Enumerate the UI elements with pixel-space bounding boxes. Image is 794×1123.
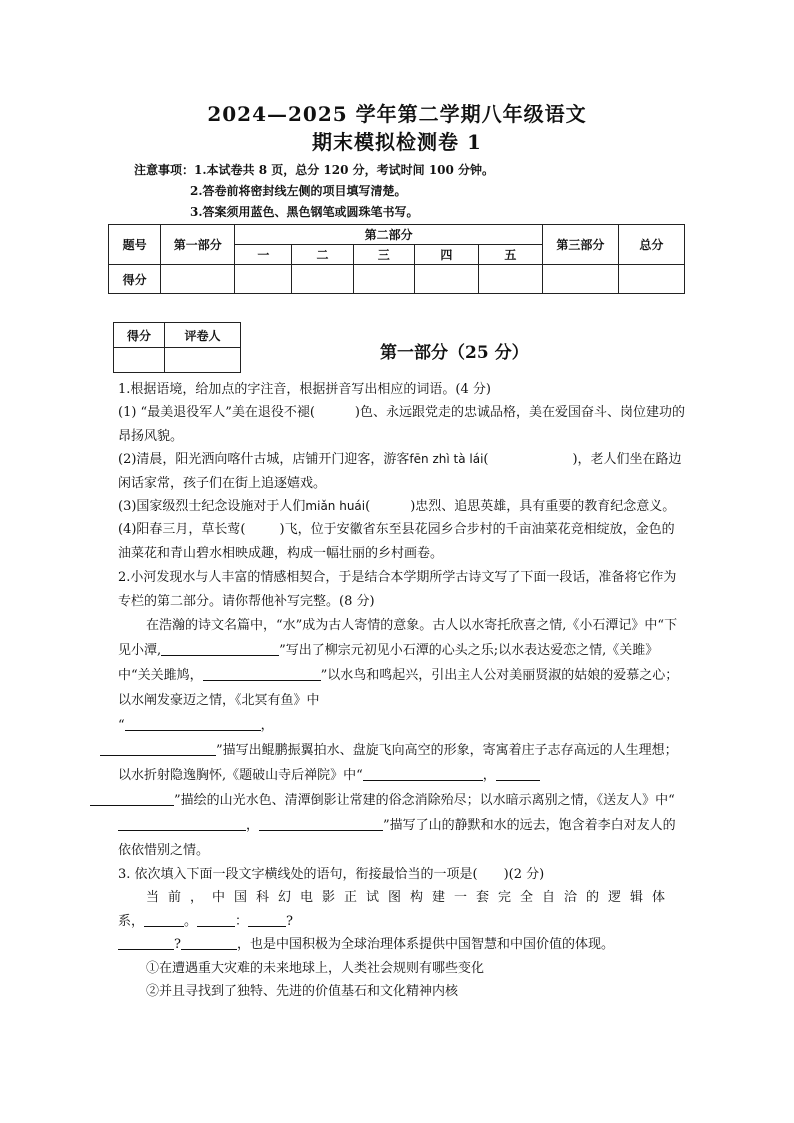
note-2: 2.答卷前将密封线左侧的项目填写清楚。 [190,184,407,198]
question-body [118,378,686,1004]
q1-item-3: (3)国家级烈士纪念设施对于人们miǎn huái( )忠烈、追思英雄，具有重要的教育纪念意义。 [118,499,676,515]
answer-blank-q2-2[interactable] [203,666,321,681]
score-table [108,224,685,294]
exam-title-line1: 2024—2025 学年第二学期八年级语文 [207,102,587,126]
pinyin-fenzhitalai: fēn zhì tà lái [409,452,484,467]
score-cell-total[interactable] [618,265,684,294]
score-cell-sub4[interactable] [414,265,478,294]
sub-col-3: 三 [353,245,414,265]
q1-stem: 1.根据语境，给加点的字注音，根据拼音写出相应的词语。(4 分) [118,382,491,397]
grader-table [113,322,241,373]
q2-stem: 2.小河发现水与人丰富的情感相契合，于是结合本学期所学古诗文写了下面一段话，准备将它作为专栏的第二部分。请你帮他补写完整。(8 分) [118,570,677,609]
grader-label: 评卷人 [165,323,241,348]
q3-line3: ? ，也是中国积极为全球治理体系提供中国智慧和中国价值的体现。 [118,933,686,956]
q3-option-2: ②并且寻找到了独特、先进的价值基石和文化精神内核 [146,984,459,1000]
score-cell-sub5[interactable] [478,265,542,294]
col-total: 总分 [618,225,684,265]
exam-title-line2: 期末模拟检测卷 1 [312,130,482,154]
q3-stem: 3. 依次填入下面一段文字横线处的语句，衔接最恰当的一项是( )(2 分) [118,867,545,883]
q1-item-2: (2)清晨，阳光洒向喀什古城，店铺开门迎客，游客fēn zhì tà lái( )，老人们坐在路边闲话家常，孩子们在街上追逐嬉戏。 [118,452,682,491]
q3-line2: 系， 。 ： ? [118,913,294,929]
q3-line1: 当前，中国科幻电影正试图构建一套完全自洽的逻辑体 [146,890,675,906]
row-label-score: 得分 [109,265,161,294]
answer-blank-q2-3[interactable] [125,716,261,731]
note-1: 注意事项：1.本试卷共 8 页，总分 120 分，考试时间 100 分钟。 [134,163,495,177]
answer-blank-q2-1[interactable] [161,641,279,656]
q3-option-1: ①在遭遇重大灾难的未来地球上，人类社会规则有哪些变化 [146,960,485,976]
col-part1: 第一部分 [161,225,235,265]
q1-item-4: (4)阳春三月，草长莺( )飞，位于安徽省东至县花园乡合步村的千亩油菜花竞相绽放，金色的油菜花和青山碧水相映成趣，构成一幅壮丽的乡村画卷。 [118,522,675,561]
score-cell-part1[interactable] [161,265,235,294]
sub-col-2: 二 [292,245,353,265]
col-part3: 第三部分 [542,225,618,265]
answer-blank-q3-1[interactable] [144,912,184,927]
answer-blank-q2-8[interactable] [259,816,383,831]
sub-col-1: 一 [235,245,292,265]
score-cell-sub1[interactable] [235,265,292,294]
answer-blank-q2-4[interactable] [100,741,216,756]
col-part2: 第二部分 [235,225,543,245]
grader-score-label: 得分 [114,323,165,348]
note-3: 3.答案须用蓝色、黑色钢笔或圆珠笔书写。 [190,205,419,219]
pinyin-mianhuai: miǎn huái [305,499,366,514]
answer-blank-q2-5[interactable] [363,766,483,781]
answer-blank-q3-2[interactable] [197,912,235,927]
notes-section [134,160,494,223]
answer-blank-q2-7[interactable] [118,816,246,831]
grader-name-cell[interactable] [165,348,241,373]
answer-blank-q3-5[interactable] [181,935,237,950]
answer-blank-q3-3[interactable] [248,912,286,927]
answer-blank-q2-6[interactable] [496,766,540,781]
row-label-number: 题号 [109,225,161,265]
score-cell-part3[interactable] [542,265,618,294]
part1-heading: 第一部分（25 分） [380,343,529,363]
score-cell-sub2[interactable] [292,265,353,294]
answer-blank-q2-6b[interactable] [90,791,174,806]
sub-col-5: 五 [478,245,542,265]
answer-blank-q3-4[interactable] [118,935,174,950]
q1-item-1: (1) “最美退役军人”美在退役不褪( )色、永远跟党走的忠诚品格，美在爱国奋斗、岗位建功的昂扬风貌。 [118,405,685,444]
q2-paragraph: 在浩瀚的诗文名篇中，“水”成为古人寄情的意象。古人以水寄托欣喜之情,《小石潭记》中“下见小潭, ”写出了柳宗元初见小石潭的心头之乐;以水表达爱恋之情,《关雎》中“关关雎鸠， ”以水鸟和鸣起兴，引出主人公对美丽贤淑的姑娘的爱慕之心；以水阐发豪迈之情，《北冥有鱼》中 “ ， ”描写出鲲鹏振翼拍水、盘旋飞向高空的形象，寄寓着庄子志存高远的人生理想；以水折射隐逸胸怀,《题破山寺后禅院》中“ ， ”描绘的山光水色、清潭倒影让常建的俗念消除殆尽；以水暗示离别之情，《送友人》中“， ”描写了山的静默和水的远去，饱含着李白对友人的依依惜别之情。 [118,613,686,863]
score-cell-sub3[interactable] [353,265,414,294]
grader-score-cell[interactable] [114,348,165,373]
sub-col-4: 四 [414,245,478,265]
